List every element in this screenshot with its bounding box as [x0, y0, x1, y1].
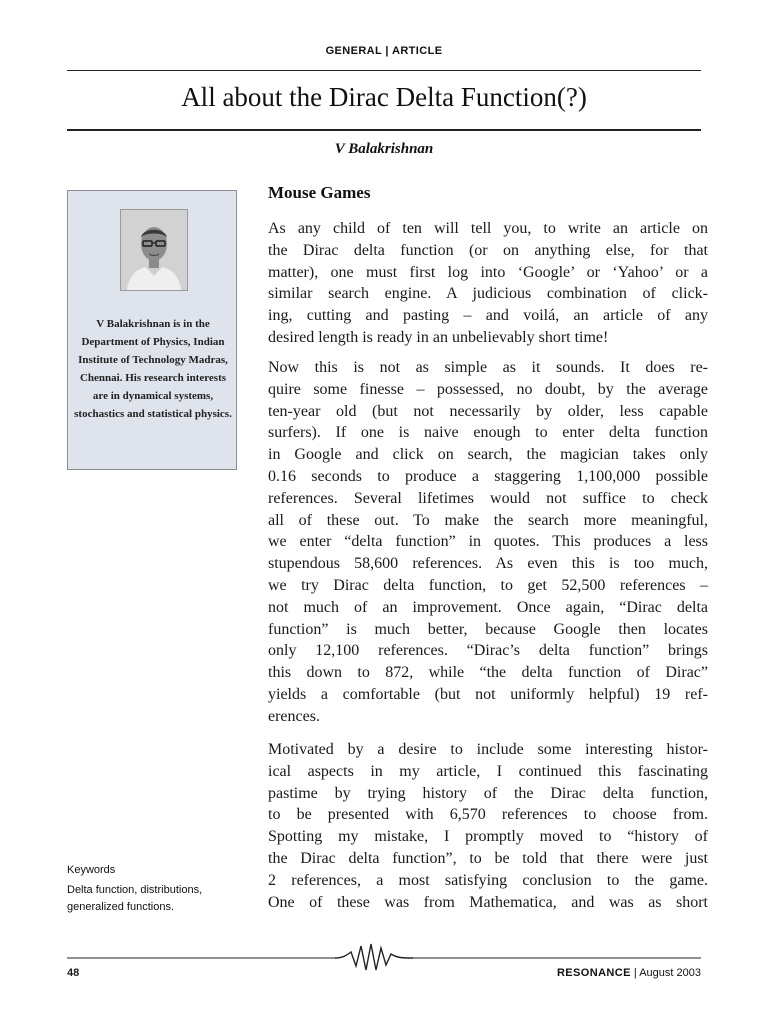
journal-footer: [557, 967, 701, 979]
text-line: One of these was from Mathematica, and was as short: [268, 893, 708, 911]
text-line: we enter “delta function” in quotes. This produces a less: [268, 533, 708, 551]
journal-issue: August 2003: [639, 967, 701, 979]
text-line: to be presented with 6,570 references to choose from.: [268, 806, 708, 824]
text-line: we try Dirac delta function, to get 52,500 references –: [268, 576, 708, 594]
header-rule: [67, 70, 701, 71]
text-line: ten-year old (but not necessarily by older, less capable: [268, 402, 708, 420]
page-number: 48: [67, 967, 80, 979]
journal-name: RESONANCE: [556, 967, 631, 979]
text-line: 2 references, a most satisfying conclusion to the game.: [268, 871, 708, 889]
author-bio-box: [67, 190, 237, 470]
text-line: in Google and click on search, the magician takes only: [268, 446, 708, 464]
text-line: Now this is not as simple as it sounds. It does re-: [268, 359, 708, 376]
text-line: pastime by trying history of the Dirac delta function,: [268, 784, 708, 802]
text-line: Motivated by a desire to include some interesting histor-: [268, 741, 708, 758]
section-heading: Mouse Games: [268, 183, 371, 202]
keywords-heading: Keywords: [67, 864, 116, 876]
text-line: references. Several lifetimes would not suffice to check: [268, 489, 708, 507]
running-header: [0, 45, 768, 57]
author-name: V Balakrishnan: [334, 141, 434, 157]
text-line: only 12,100 references. “Dirac’s delta function” brings: [268, 642, 708, 660]
text-line: desired length is ready in an unbelievably short time!: [268, 328, 609, 346]
paragraph-3: [268, 739, 708, 913]
text-line: As any child of ten will tell you, to write an article on: [268, 220, 708, 237]
footer-separator: |: [633, 967, 637, 979]
article-title: All about the Dirac Delta Function(?): [181, 82, 587, 112]
paragraph-1: [268, 218, 708, 349]
text-line: ical aspects in my article, I continued this fascinating: [268, 762, 708, 780]
text-line: 0.16 seconds to produce a staggering 1,100,000 possible: [268, 467, 708, 485]
text-line: yields a comfortable (but not uniformly helpful) 19 ref-: [268, 685, 708, 703]
text-line: this down to 872, while “the delta function of Dirac”: [268, 664, 708, 682]
title-rule: [67, 129, 701, 131]
keywords-list: Delta function, distributions, generalized functions.: [67, 884, 203, 913]
header-separator: |: [385, 45, 389, 57]
text-line: quire some finesse – possessed, no doubt, by the average: [268, 380, 708, 398]
text-line: erences.: [268, 707, 320, 725]
text-line: Spotting my mistake, I promptly moved to “history of: [268, 828, 708, 846]
text-line: all of these out. To make the search more meaningful,: [268, 511, 708, 529]
author-portrait-icon: [121, 210, 187, 290]
header-category: ARTICLE: [391, 45, 443, 57]
text-line: the Dirac delta function”, to be told that there were just: [268, 849, 708, 867]
text-line: similar search engine. A judicious combination of click-: [268, 285, 708, 303]
author-photo: [120, 209, 188, 291]
paragraph-2: [268, 357, 708, 728]
text-line: not much of an improvement. Once again, “Dirac delta: [268, 598, 708, 616]
text-line: function” is much better, because Google then locates: [268, 620, 708, 638]
text-line: the Dirac delta function (or on anything else, for that: [268, 241, 708, 259]
text-line: stupendous 58,600 references. As even this is too much,: [268, 555, 708, 573]
header-section: GENERAL: [325, 45, 382, 57]
text-line: ing, cutting and pasting – and voilá, an article of any: [268, 307, 708, 325]
author-bio: V Balakrishnan is in the Department of Physics, Indian Institute of Technology Madras, Chennai. His research interests are in dynamical systems, stochastics and statistical physics.: [74, 318, 232, 420]
text-line: surfers). If one is naive enough to enter delta function: [268, 424, 708, 442]
text-line: matter), one must first log into ‘Google’ or ‘Yahoo’ or a: [268, 263, 708, 281]
